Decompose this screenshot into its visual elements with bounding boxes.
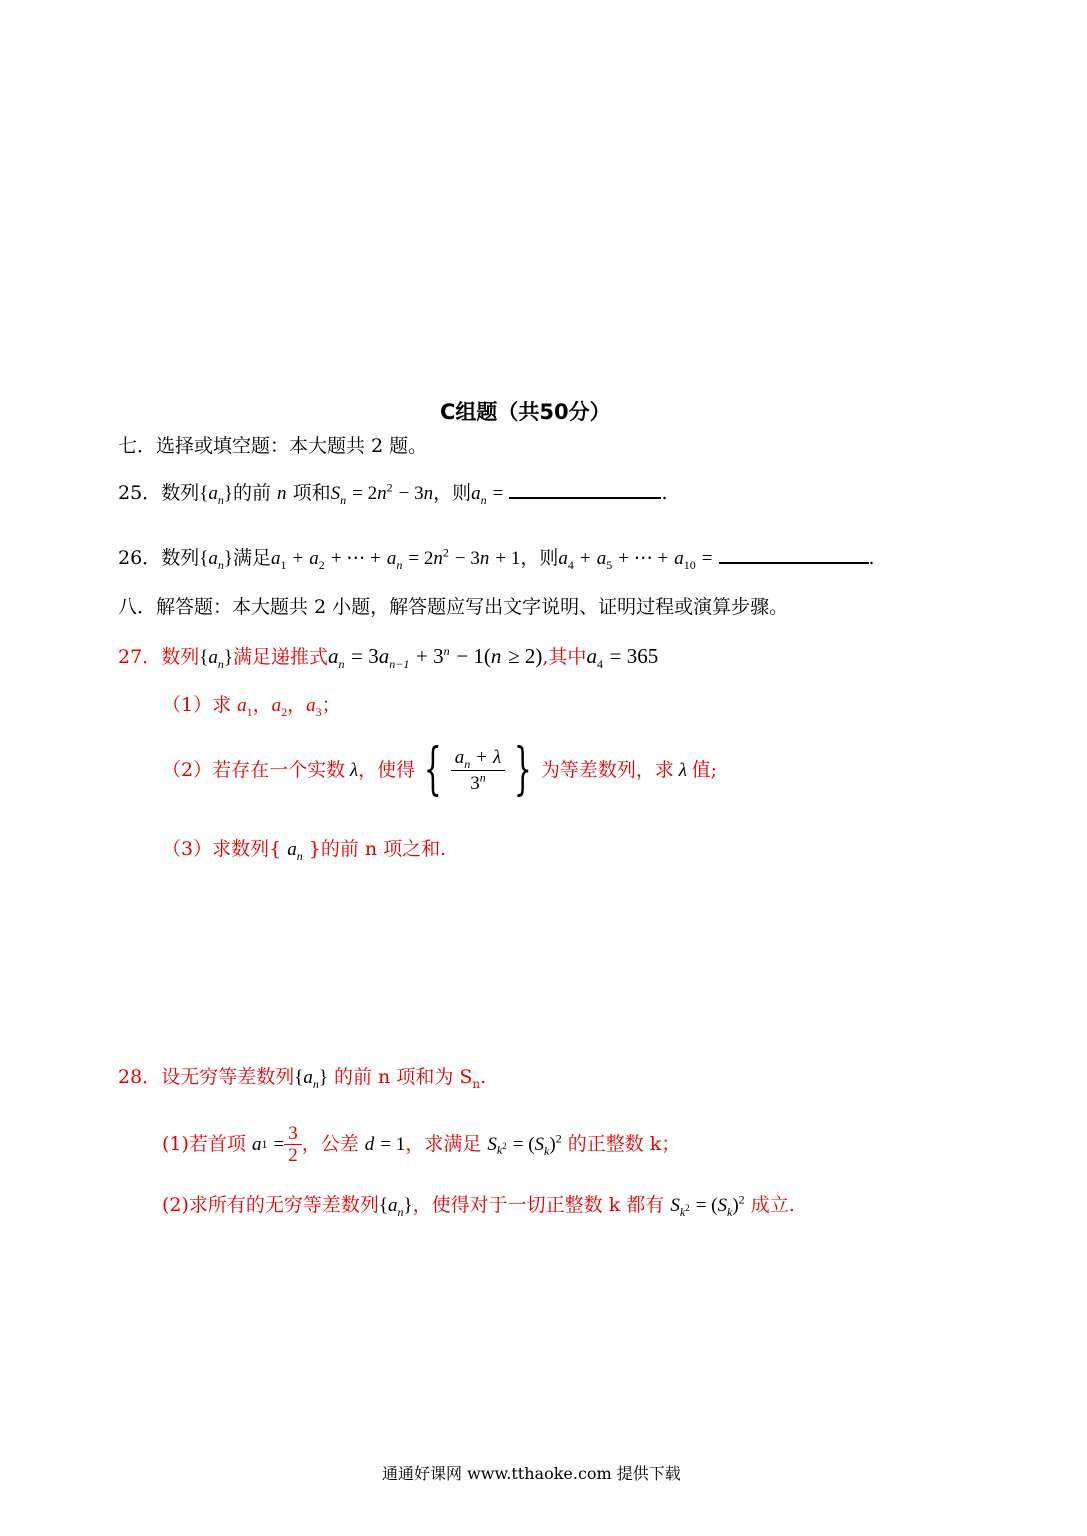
q28-part-2-text-b: ，使得对于一切正整数 k 都有 (412, 1194, 665, 1216)
q27-part-3-text-b: }的前 n 项之和. (308, 838, 447, 860)
section-title: C组题（共50分） (440, 400, 611, 424)
q25-text-2: 的前 (232, 482, 271, 504)
q26-answer-blank[interactable] (719, 561, 869, 564)
question-28: 28．设无穷等差数列$\{a_n\}$ 的前 n 项和为 $S_n$. (118, 1066, 487, 1091)
q28-text-1: 设无穷等差数列 (161, 1066, 295, 1088)
q28-number: 28． (118, 1066, 162, 1088)
q27-part-1: （1）求 $a_1$，$a_2$，$a_3$； (162, 694, 341, 719)
q28-part-1: (1)若首项 a 1 = $\frac{3}{2}$ ，公差 d = 1 ，求满足 $S_{k^2} = (S_k)^2$ 的正整数 k； (162, 1122, 681, 1166)
fraction-3-over-2: $\frac{3}{2}$ (284, 1124, 302, 1165)
q27-part-2-text-c: 为等差数列，求 (540, 758, 674, 781)
q27-part-3-text-a: （3）求数列{ (162, 838, 282, 860)
q28-text-2-sub: n (472, 1076, 481, 1091)
question-27: 27．数列$\{a_n\}$满足递推式$a_n = 3a_{n-1} + 3^n - 1(n \ge 2)$,其中$a_4 = 365$ (118, 644, 659, 672)
q27-part-2-text-d: 值; (691, 758, 718, 781)
q26-text-3: ，则 (520, 547, 559, 569)
q28-part-1-text-a: (1)若首项 (162, 1132, 246, 1155)
question-25: 25．数列$\{a_n\}$的前 n 项和$S_n = 2n^2 - 3n$，则$a_n$ = . (118, 480, 668, 507)
footer-source: 通通好课网 www.tthaoke.com 提供下载 (382, 1464, 681, 1483)
q25-text-1: 数列 (161, 482, 200, 504)
q27-part-2-text-b: ，使得 (358, 758, 416, 781)
question-26: 26．数列$\{a_n\}$满足$a_1 + a_2$ + ⋯ + $a_n = 2n^2 - 3n + 1$，则$a_4 + a_5$ + ⋯ + $a_{10}$ = . (118, 545, 875, 572)
q28-text-2: 的前 n 项和为 S (334, 1066, 473, 1088)
q27-number: 27． (118, 646, 162, 668)
q27-text-2: 满足递推式 (232, 646, 328, 668)
part7-heading: 七．选择或填空题：本大题共 2 题。 (118, 435, 428, 457)
q26-number: 26． (118, 547, 162, 569)
q28-part-2-text-c: 成立. (750, 1194, 795, 1216)
q25-answer-blank[interactable] (509, 496, 661, 499)
q28-part-1-text-b: ，公差 (301, 1132, 359, 1155)
q26-text-2: 满足 (232, 547, 271, 569)
part8-heading: 八．解答题：本大题共 2 小题，解答题应写出文字说明、证明过程或演算步骤。 (118, 596, 789, 618)
fraction-an-plus-lambda-over-3n: $\frac{a_n + \lambda}{3^n}$ (451, 748, 506, 793)
left-brace: { (424, 737, 442, 802)
q27-part-3: （3）求数列{ $a_n$ }的前 n 项之和. (162, 838, 447, 863)
q27-part-2: （2）若存在一个实数 λ ，使得 { $\frac{a_n + \lambda}{3^n}$ } 为等差数列，求 λ 值; (162, 737, 718, 802)
q25-end: . (661, 482, 668, 504)
q25-text-4: ，则 (433, 482, 472, 504)
q27-text-1: 数列 (161, 646, 200, 668)
q28-part-1-text-c: ，求满足 (405, 1132, 482, 1155)
q25-text-3: 项和 (292, 482, 331, 504)
q27-part-1-text: （1）求 (162, 694, 232, 716)
q25-number: 25． (118, 482, 162, 504)
q28-part-2-text-a: (2)求所有的无穷等差数列 (162, 1194, 379, 1216)
q28-part-1-text-d: 的正整数 k； (567, 1132, 681, 1155)
right-brace: } (514, 737, 533, 802)
q28-part-2: (2)求所有的无穷等差数列$\{a_n\}$，使得对于一切正整数 k 都有 $S_{k^2} = (S_k)^2$ 成立. (162, 1192, 795, 1219)
q28-text-3: . (480, 1066, 487, 1088)
q26-text-1: 数列 (161, 547, 200, 569)
q26-end: . (868, 547, 875, 569)
q27-text-3: ,其中 (542, 646, 587, 668)
q27-part-2-text-a: （2）若存在一个实数 (162, 758, 346, 781)
